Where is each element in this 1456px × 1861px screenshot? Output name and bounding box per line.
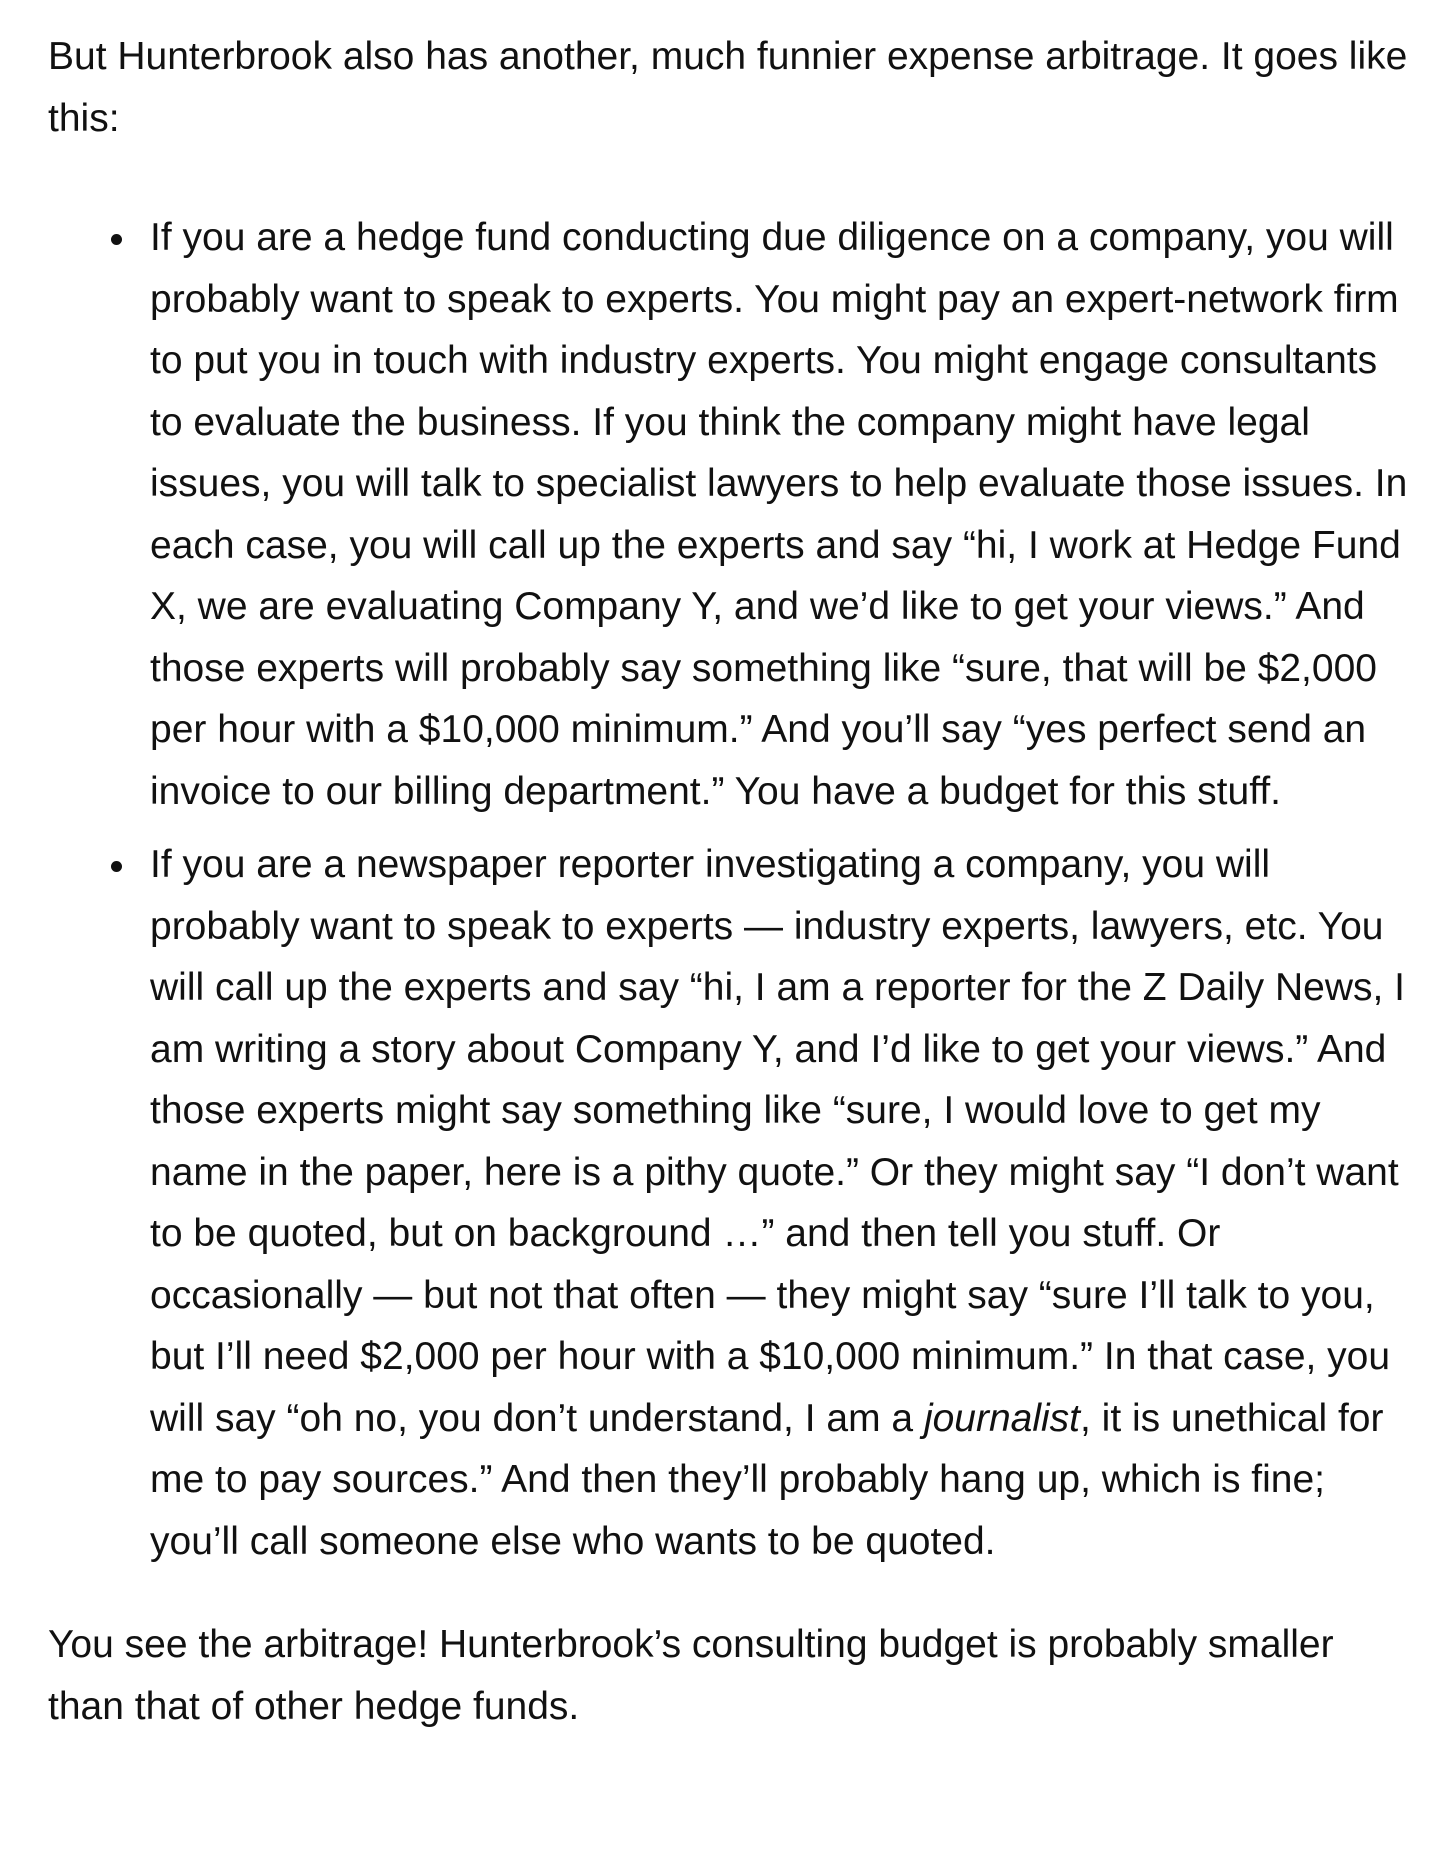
- bullet-item-hedge-fund: [150, 207, 1420, 822]
- bullet-text: If you are a hedge fund conducting due diligence on a company, you will probably want to speak to experts. You might pay an expert-network firm to put you in touch with industry experts. You might engage consultants to evaluate the business. If you think the company might have legal issues, you will talk to specialist lawyers to help evaluate those issues. In each case, you will call up the experts and say “hi, I work at Hedge Fund X, we are evaluating Company Y, and we’d like to get your views.” And those experts will probably say something like “sure, that will be $2,000 per hour with a $10,000 minimum.” And you’ll say “yes perfect send an invoice to our billing department.” You have a budget for this stuff.: [150, 216, 1408, 813]
- bullet-text-before: If you are a newspaper reporter investigating a company, you will probably want to speak to experts — industry experts, lawyers, etc. You will call up the experts and say “hi, I am a reporter for the Z Daily News, I am writing a story about Company Y, and I’d like to get your views.” And those experts might say something like “sure, I would love to get my name in the paper, here is a pithy quote.” Or they might say “I don’t want to be quoted, but on background …” and then tell you stuff. Or occasionally — but not that often — they might say “sure I’ll talk to you, but I’ll need $2,000 per hour with a $10,000 minimum.” In that case, you will say “oh no, you don’t understand, I am a: [150, 843, 1405, 1440]
- outro-paragraph: You see the arbitrage! Hunterbrook’s consulting budget is probably smaller than that of other hedge funds.: [48, 1623, 1334, 1728]
- bullet-item-reporter: [150, 834, 1420, 1572]
- article-body: [48, 26, 1420, 1737]
- bullet-list: [48, 207, 1420, 1572]
- bullet-text-after: , it is unethical for me to pay sources.” And then they’ll probably hang up, which is fine; you’ll call someone else who wants to be quoted.: [150, 1396, 1384, 1563]
- intro-paragraph: But Hunterbrook also has another, much funnier expense arbitrage. It goes like this:: [48, 35, 1408, 140]
- emphasis-journalist: journalist: [923, 1396, 1081, 1440]
